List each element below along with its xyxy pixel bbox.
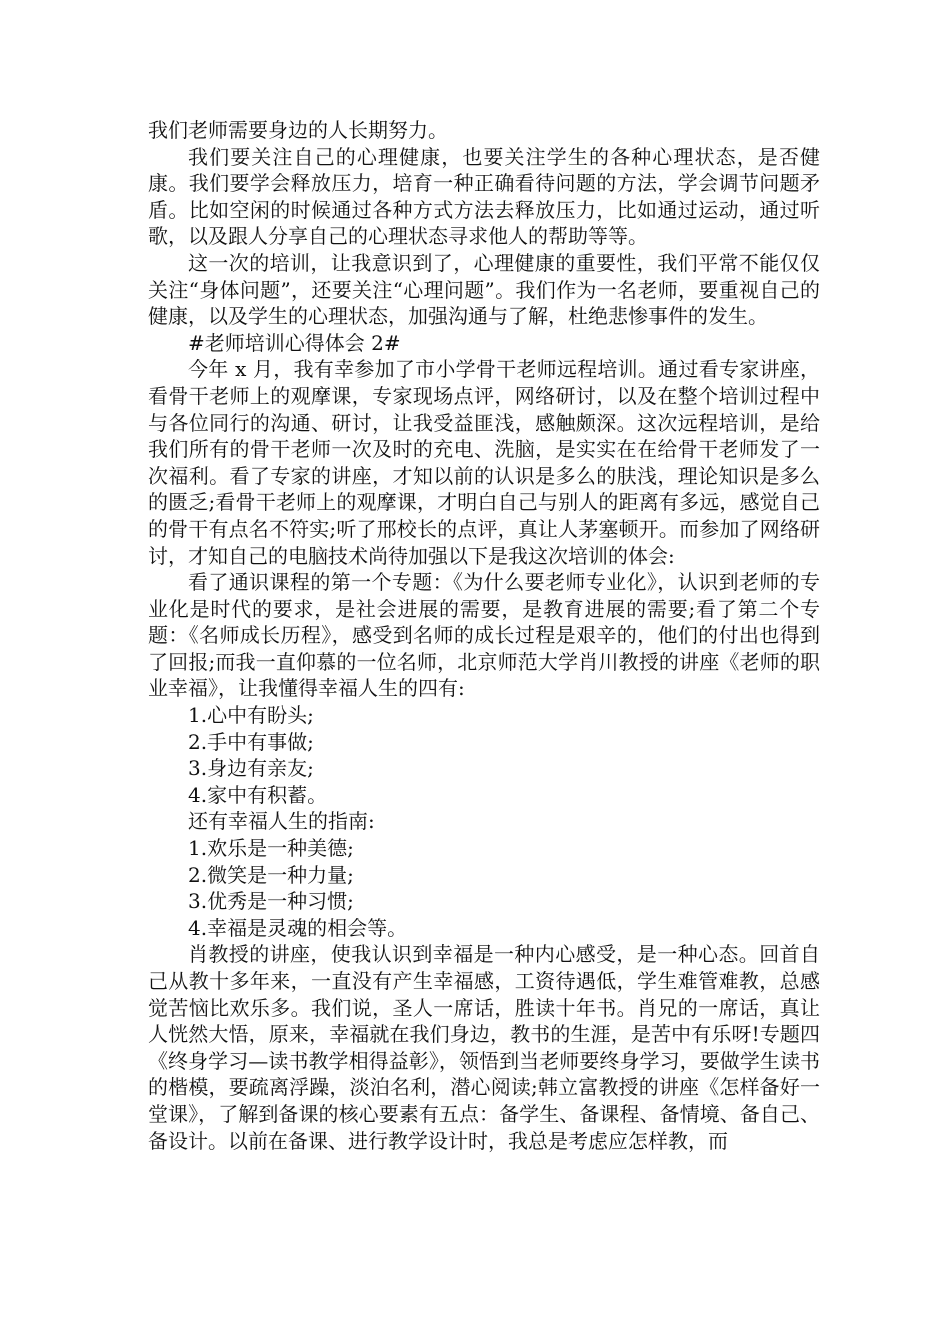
paragraph-mental-health: 我们要关注自己的心理健康，也要关注学生的各种心理状态，是否健康。我们要学会释放压力，培育一种正确看待问题的方法，学会调节问题矛盾。比如空闲的时候通过各种方式方法去释放压力，比如通过运动，通过听歌，以及跟人分享自己的心理状态寻求他人的帮助等等。: [148, 144, 820, 249]
list-item: 4.幸福是灵魂的相会等。: [188, 915, 408, 940]
section-heading: #老师培训心得体会 2#: [188, 330, 401, 355]
list-item: 4.家中有积蓄。: [188, 782, 328, 807]
list-item: 2.微笑是一种力量;: [188, 862, 354, 887]
list-item: 1.心中有盼头;: [188, 703, 314, 728]
list-item: 1.欢乐是一种美德;: [188, 836, 354, 861]
list-item: 2.手中有事做;: [188, 729, 314, 754]
list-item: 3.优秀是一种习惯;: [188, 889, 354, 914]
paragraph-remote-training: 今年 x 月，我有幸参加了市小学骨干老师远程培训。通过看专家讲座，看骨干老师上的观摩课，专家现场点评，网络研讨，以及在整个培训过程中与各位同行的沟通、研讨，让我受益匪浅，感触颇深。这次远程培训，是给我们所有的骨干老师一次及时的充电、洗脑，是实实在在给骨干老师发了一次福利。看了专家的讲座，才知以前的认识是多么的肤浅，理论知识是多么的匮乏;看骨干老师上的观摩课，才明白自己与别人的距离有多远，感觉自己的骨干有点名不符实;听了邢校长的点评，真让人茅塞顿开。而参加了网络研讨，才知自己的电脑技术尚待加强以下是我这次培训的体会:: [148, 357, 820, 568]
paragraph-general-courses: 看了通识课程的第一个专题：《为什么要老师专业化》，认识到老师的专业化是时代的要求，是社会进展的需要，是教育进展的需要;看了第二个专题：《名师成长历程》，感受到名师的成长过程是艰辛的，他们的付出也得到了回报;而我一直仰慕的一位名师，北京师范大学肖川教授的讲座《老师的职业幸福》，让我懂得幸福人生的四有:: [148, 570, 820, 701]
list-item: 3.身边有亲友;: [188, 756, 314, 781]
paragraph-professor-lecture: 肖教授的讲座，使我认识到幸福是一种内心感受，是一种心态。回首自己从教十多年来，一直没有产生幸福感，工资待遇低，学生难管难教，总感觉苦恼比欢乐多。我们说，圣人一席话，胜读十年书。肖兄的一席话，真让人恍然大悟，原来，幸福就在我们身边，教书的生涯，是苦中有乐呀!专题四《终身学习—读书教学相得益彰》，领悟到当老师要终身学习，要做学生读书的楷模，要疏离浮躁，淡泊名利，潜心阅读;韩立富教授的讲座《怎样备好一堂课》，了解到备课的核心要素有五点：备学生、备课程、备情境、备自己、备设计。以前在备课、进行教学设计时，我总是考虑应怎样教，而: [148, 942, 820, 1153]
list-heading-happiness-guide: 还有幸福人生的指南:: [188, 809, 375, 834]
document-page: [148, 117, 820, 1154]
paragraph-continuation: 我们老师需要身边的人长期努力。: [148, 118, 448, 142]
paragraph-training-awareness: 这一次的培训，让我意识到了，心理健康的重要性，我们平常不能仅仅关注“身体问题”，还要关注“心理问题”。我们作为一名老师，要重视自己的健康，以及学生的心理状态，加强沟通与了解，杜绝悲惨事件的发生。: [148, 250, 820, 329]
